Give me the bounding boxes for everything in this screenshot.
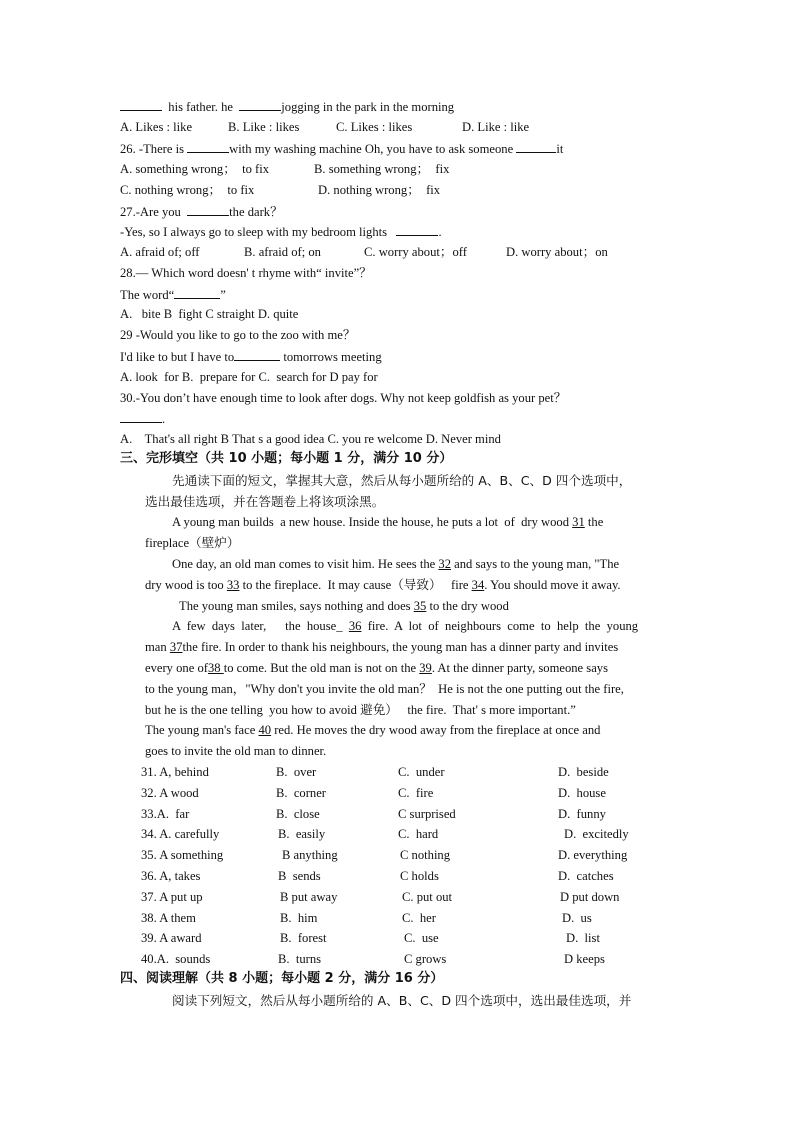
- section-3-instructions-2: 选出最佳选项，并在答题卷上将该项涂黑。: [145, 494, 385, 509]
- passage-line: [145, 722, 600, 738]
- q26-option-c: C. nothing wrong； to fix: [120, 183, 255, 197]
- choice-35-a: 35. A something: [141, 848, 224, 862]
- passage-text: and says to the young man, "The: [451, 557, 620, 571]
- answer-blank: [239, 98, 281, 111]
- answer-blank: [187, 203, 229, 216]
- passage-line: fireplace（壁炉）: [145, 536, 240, 550]
- q29-stem: 29 -Would you like to go to the zoo with me？: [120, 328, 356, 342]
- q26-prefix: 26. -There is: [120, 142, 184, 156]
- passage-text: the: [584, 515, 604, 529]
- choice-40-a: 40.A. sounds: [141, 952, 211, 966]
- passage-text: man: [145, 640, 170, 654]
- q27-reply-end: .: [438, 225, 442, 239]
- passage-line: [145, 639, 618, 655]
- answer-blank: [234, 348, 280, 361]
- choice-34-d: D. excitedly: [564, 827, 629, 841]
- passage-line: [145, 660, 608, 676]
- q30-blank-end: .: [162, 412, 166, 426]
- passage-text: The young man smiles, says nothing and does: [179, 599, 414, 613]
- answer-blank: [174, 286, 220, 299]
- blank-number: 34: [471, 578, 485, 592]
- choice-37-a: 37. A put up: [141, 890, 203, 904]
- blank-number: 39: [419, 661, 432, 675]
- q26-stem: [120, 140, 563, 157]
- choice-38-d: D. us: [562, 911, 592, 925]
- q25-option-c: C. Likes : likes: [336, 120, 413, 134]
- choice-37-d: D put down: [560, 890, 620, 904]
- answer-blank: [396, 223, 438, 236]
- passage-text: to come. But the old man is not on the: [223, 661, 420, 675]
- q28-options: A. bite B fight C straight D. quite: [120, 307, 299, 321]
- choice-39-b: B. forest: [280, 931, 327, 945]
- passage-text: A young man builds a new house. Inside the house, he puts a lot of dry wood: [172, 515, 573, 529]
- blank-number: 35: [413, 599, 427, 613]
- choice-33-d: D. funny: [558, 807, 606, 821]
- answer-blank: [187, 140, 229, 153]
- choice-40-d: D keeps: [564, 952, 605, 966]
- q25-option-a: A. Likes : like: [120, 120, 193, 134]
- choice-39-d: D. list: [566, 931, 600, 945]
- passage-text: . At the dinner party, someone says: [431, 661, 608, 675]
- answer-blank: [120, 98, 162, 111]
- choice-34-b: B. easily: [278, 827, 326, 841]
- choice-34-a: 34. A. carefully: [141, 827, 220, 841]
- passage-text: to the dry wood: [426, 599, 509, 613]
- q29-reply-b: tomorrows meeting: [280, 350, 382, 364]
- q27-reply-text: -Yes, so I always go to sleep with my bedroom lights: [120, 225, 388, 239]
- q25-option-b: B. Like : likes: [228, 120, 300, 134]
- choice-31-d: D. beside: [558, 765, 609, 779]
- q27-option-a: A. afraid of; off: [120, 245, 200, 259]
- q27-option-d: D. worry about；on: [506, 245, 608, 259]
- choice-37-c: C. put out: [402, 890, 453, 904]
- choice-36-b: B sends: [278, 869, 321, 883]
- passage-text: . You should move it away.: [484, 578, 621, 592]
- q28-stem: 28.— Which word doesn' t rhyme with“ invite”？: [120, 266, 372, 280]
- blank-number: 38: [207, 661, 224, 675]
- q25-option-d: D. Like : like: [462, 120, 530, 134]
- section-3-heading: 三、完形填空（共 10 小题；每小题 1 分，满分 10 分）: [120, 451, 453, 466]
- choice-35-c: C nothing: [400, 848, 451, 862]
- q25-text-a: his father. he: [168, 100, 233, 114]
- blank-number: 33: [226, 578, 240, 592]
- blank-number: 36: [348, 619, 362, 633]
- q25-text-b: jogging in the park in the morning: [281, 100, 455, 114]
- passage-text: every one of: [145, 661, 208, 675]
- passage-text: A few days later, the house_: [172, 619, 349, 633]
- q26-option-d: D. nothing wrong； fix: [318, 183, 441, 197]
- q27-option-b: B. afraid of; on: [244, 245, 321, 259]
- passage-text: dry wood is too: [145, 578, 227, 592]
- choice-32-a: 32. A wood: [141, 786, 199, 800]
- q25-stem: [120, 98, 454, 115]
- passage-line: [172, 618, 638, 634]
- choice-36-d: D. catches: [558, 869, 614, 883]
- section-4-heading: 四、阅读理解（共 8 小题；每小题 2 分，满分 16 分）: [120, 971, 444, 986]
- choice-40-b: B. turns: [278, 952, 322, 966]
- passage-text: to the fireplace. It may cause（导致） fire: [239, 578, 472, 592]
- q28-word: [120, 286, 226, 303]
- answer-blank: [516, 140, 556, 153]
- choice-31-a: 31. A, behind: [141, 765, 209, 779]
- q26-end: it: [556, 142, 564, 156]
- choice-31-c: C. under: [398, 765, 445, 779]
- passage-text: The young man's face: [145, 723, 259, 737]
- q30-stem: 30.-You don’t have enough time to look after dogs. Why not keep goldfish as your pet？: [120, 391, 567, 405]
- q29-reply-a: I'd like to but I have to: [120, 350, 235, 364]
- blank-number: 32: [438, 557, 451, 571]
- choice-39-a: 39. A award: [141, 931, 202, 945]
- blank-number: 40: [258, 723, 272, 737]
- choice-35-b: B anything: [282, 848, 338, 862]
- choice-35-d: D. everything: [558, 848, 628, 862]
- passage-text: the fire. In order to thank his neighbours, the young man has a dinner party and invites: [182, 640, 619, 654]
- choice-32-d: D. house: [558, 786, 606, 800]
- q27-prefix: 27.-Are you: [120, 205, 181, 219]
- passage-text: One day, an old man comes to visit him. He sees the: [172, 557, 439, 571]
- choice-38-c: C. her: [402, 911, 436, 925]
- section-3-instructions-1: 先通读下面的短文，掌握其大意，然后从每小题所给的 A、B、C、D 四个选项中，: [172, 473, 632, 488]
- choice-33-a: 33.A. far: [141, 807, 190, 821]
- choice-39-c: C. use: [404, 931, 439, 945]
- q29-options: A. look for B. prepare for C. search for D pay for: [120, 370, 378, 384]
- passage-line: to the young man，"Why don't you invite the old man？ He is not the one putting out the fire,: [145, 682, 624, 696]
- passage-line: [172, 514, 603, 530]
- choice-33-b: B. close: [276, 807, 320, 821]
- q27-end: the dark？: [229, 205, 283, 219]
- q30-blank: [120, 410, 165, 427]
- choice-36-c: C holds: [400, 869, 439, 883]
- q27-reply: [120, 223, 442, 240]
- blank-number: 31: [572, 515, 585, 529]
- passage-line: [172, 556, 619, 572]
- q26-option-b: B. something wrong； fix: [314, 162, 450, 176]
- choice-38-b: B. him: [280, 911, 318, 925]
- q29-reply: [120, 348, 382, 365]
- blank-number: 37: [169, 640, 183, 654]
- choice-32-c: C. fire: [398, 786, 434, 800]
- q30-options: A. That's all right B That s a good idea C. you re welcome D. Never mind: [120, 432, 501, 446]
- passage-line: goes to invite the old man to dinner.: [145, 744, 327, 758]
- answer-blank: [120, 410, 162, 423]
- q28-word-prefix: The word“: [120, 288, 175, 302]
- choice-31-b: B. over: [276, 765, 317, 779]
- q27-option-c: C. worry about；off: [364, 245, 467, 259]
- passage-line: but he is the one telling you how to avoid 避免） the fire. That' s more important.”: [145, 703, 576, 717]
- choice-32-b: B. corner: [276, 786, 327, 800]
- q27-stem: [120, 203, 283, 220]
- q26-option-a: A. something wrong； to fix: [120, 162, 270, 176]
- q26-mid: with my washing machine Oh, you have to ask someone: [229, 142, 514, 156]
- choice-38-a: 38. A them: [141, 911, 196, 925]
- passage-text: fire. A lot of neighbours come to help the young: [361, 619, 639, 633]
- passage-line: [145, 577, 621, 593]
- choice-40-c: C grows: [404, 952, 447, 966]
- choice-37-b: B put away: [280, 890, 338, 904]
- q28-word-end: ”: [220, 288, 226, 302]
- passage-line: [179, 598, 509, 614]
- section-4-instructions: 阅读下列短文，然后从每小题所给的 A、B、C、D 四个选项中，选出最佳选项，并: [172, 993, 632, 1008]
- choice-33-c: C surprised: [398, 807, 456, 821]
- choice-34-c: C. hard: [398, 827, 439, 841]
- choice-36-a: 36. A, takes: [141, 869, 201, 883]
- passage-text: red. He moves the dry wood away from the fireplace at once and: [271, 723, 601, 737]
